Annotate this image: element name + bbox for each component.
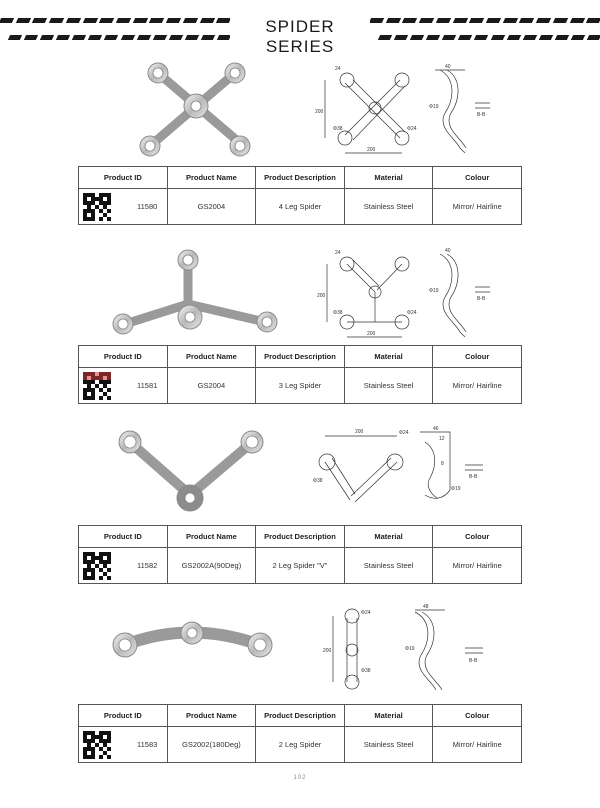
dim-d: 46 <box>433 426 439 432</box>
cell-product-description: 2 Leg Spider "V" <box>256 548 345 584</box>
product-photo-3-leg <box>90 242 290 352</box>
col-colour: Colour <box>433 167 522 189</box>
col-product-id: Product ID <box>79 705 168 727</box>
cell-product-name: GS2002(180Deg) <box>167 727 256 763</box>
col-colour: Colour <box>433 346 522 368</box>
product-photo-2-leg-180 <box>90 600 290 710</box>
col-product-id: Product ID <box>79 346 168 368</box>
dim-g: B-B <box>477 112 486 118</box>
table-row <box>79 548 522 584</box>
col-colour: Colour <box>433 526 522 548</box>
cell-material: Stainless Steel <box>344 368 433 404</box>
qr-code-icon[interactable] <box>83 193 111 221</box>
dim-a: Φ24 <box>361 610 371 616</box>
dim-d: Φ24 <box>407 310 417 316</box>
page-title: SPIDER SERIES <box>265 17 335 56</box>
col-product-name: Product Name <box>167 526 256 548</box>
col-product-description: Product Description <box>256 705 345 727</box>
dim-h: Φ19 <box>429 288 439 294</box>
dim-c: Φ38 <box>333 126 343 132</box>
product-id-value: 11583 <box>137 740 158 749</box>
cell-product-id <box>79 189 168 225</box>
page-header <box>0 14 600 56</box>
dim-e: 12 <box>439 436 445 442</box>
cell-product-description: 2 Leg Spider <box>256 727 345 763</box>
cell-colour: Mirror/ Hairline <box>433 368 522 404</box>
technical-drawing-2-leg-180 <box>305 600 505 710</box>
col-product-name: Product Name <box>167 705 256 727</box>
cell-product-description: 3 Leg Spider <box>256 368 345 404</box>
cell-product-id <box>79 727 168 763</box>
cell-product-name: GS2004 <box>167 368 256 404</box>
dim-f: 40 <box>445 248 451 254</box>
dim-c: Φ38 <box>313 478 323 484</box>
col-product-description: Product Description <box>256 346 345 368</box>
qr-code-icon[interactable] <box>83 372 111 400</box>
header-stripes-right <box>370 18 600 40</box>
table-row <box>79 189 522 225</box>
dim-d: Φ24 <box>407 126 417 132</box>
qr-code-icon[interactable] <box>83 552 111 580</box>
dim-e: 200 <box>367 331 376 337</box>
col-product-name: Product Name <box>167 167 256 189</box>
col-material: Material <box>344 167 433 189</box>
dim-a: 24 <box>335 66 341 72</box>
dim-g: B-B <box>477 296 486 302</box>
page-number: 102 <box>293 775 307 781</box>
dim-g: Φ19 <box>451 486 461 492</box>
dim-a: 24 <box>335 250 341 256</box>
cell-product-id <box>79 368 168 404</box>
dim-b: 200 <box>315 109 324 115</box>
technical-drawing-4-leg <box>305 58 505 168</box>
cell-colour: Mirror/ Hairline <box>433 548 522 584</box>
dim-d: 48 <box>423 604 429 610</box>
dim-b: 200 <box>317 293 326 299</box>
product-table-2 <box>78 345 522 404</box>
product-id-value: 11580 <box>137 202 158 211</box>
product-photo-4-leg <box>90 58 290 168</box>
product-id-value: 11582 <box>137 561 158 570</box>
dim-f: B-B <box>469 474 478 480</box>
cell-material: Stainless Steel <box>344 727 433 763</box>
cell-colour: Mirror/ Hairline <box>433 189 522 225</box>
dim-e: B-B <box>469 658 478 664</box>
qr-code-icon[interactable] <box>83 731 111 759</box>
table-row <box>79 727 522 763</box>
dim-h: Φ19 <box>429 104 439 110</box>
cell-product-name: GS2004 <box>167 189 256 225</box>
col-product-name: Product Name <box>167 346 256 368</box>
dim-h: 8 <box>441 461 444 467</box>
col-product-description: Product Description <box>256 526 345 548</box>
cell-product-id <box>79 548 168 584</box>
table-row <box>79 368 522 404</box>
technical-drawing-3-leg <box>305 242 505 352</box>
col-material: Material <box>344 346 433 368</box>
col-colour: Colour <box>433 705 522 727</box>
col-material: Material <box>344 705 433 727</box>
cell-material: Stainless Steel <box>344 189 433 225</box>
dim-f: Φ19 <box>405 646 415 652</box>
dim-a: 200 <box>355 429 364 435</box>
dim-f: 40 <box>445 64 451 70</box>
dim-c: Φ38 <box>361 668 371 674</box>
dim-c: Φ38 <box>333 310 343 316</box>
product-photo-2-leg-v <box>90 420 290 530</box>
product-table-3 <box>78 525 522 584</box>
col-product-description: Product Description <box>256 167 345 189</box>
cell-product-description: 4 Leg Spider <box>256 189 345 225</box>
product-table-1 <box>78 166 522 225</box>
cell-colour: Mirror/ Hairline <box>433 727 522 763</box>
header-stripes-left <box>0 18 230 40</box>
col-product-id: Product ID <box>79 526 168 548</box>
cell-material: Stainless Steel <box>344 548 433 584</box>
col-product-id: Product ID <box>79 167 168 189</box>
dim-e: 200 <box>367 147 376 153</box>
dim-b: 200 <box>323 648 332 654</box>
product-id-value: 11581 <box>137 381 158 390</box>
dim-b: Φ24 <box>399 430 409 436</box>
col-material: Material <box>344 526 433 548</box>
product-table-4 <box>78 704 522 763</box>
cell-product-name: GS2002A(90Deg) <box>167 548 256 584</box>
technical-drawing-2-leg-v <box>305 420 505 530</box>
